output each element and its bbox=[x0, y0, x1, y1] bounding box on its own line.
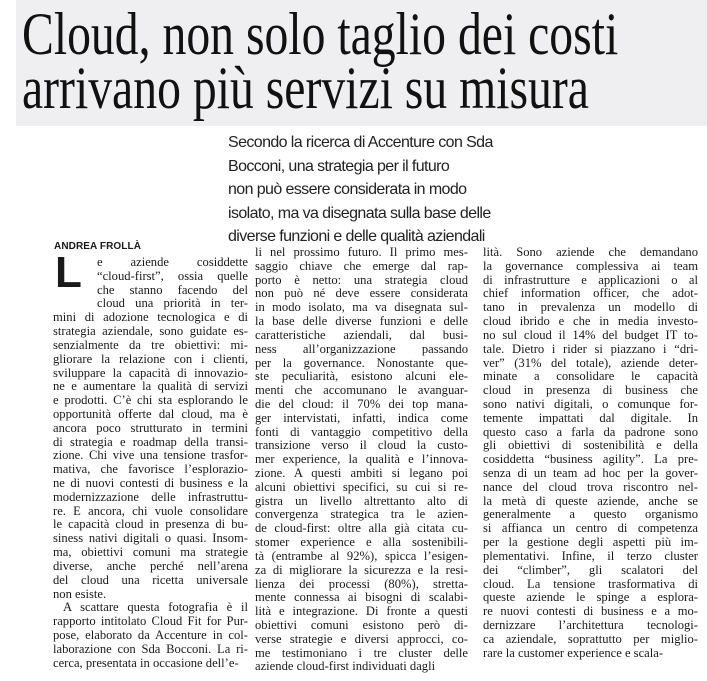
subheading-line: Bocconi, una strategia per il futuro bbox=[228, 157, 450, 175]
article-text-line: porto è netto: una strategia cloud bbox=[255, 272, 468, 287]
article-text-line: li nel prossimo futuro. Il primo mes- bbox=[255, 245, 468, 259]
article-text-line: “cloud-first”, ossia quelle bbox=[97, 268, 248, 283]
article-text-line: sono nativi digitali, o comunque for- bbox=[483, 396, 698, 411]
article-text-line: mente connessa ai bisogni di scalabi- bbox=[255, 590, 468, 605]
article-text-line: de cloud-first: oltre alla già citata cu- bbox=[255, 521, 468, 536]
article-text-line: aziende cloud-first individuati dagli bbox=[255, 659, 436, 674]
article-text-line: di strategia e roadmap della transi- bbox=[53, 434, 248, 449]
article-text-line: cosiddetta “business agility”. La pre- bbox=[483, 452, 698, 467]
drop-cap: L bbox=[55, 248, 82, 297]
article-text-line: fonti di vantaggio competitivo della bbox=[255, 424, 468, 439]
article-text-line: chief information officer, che adot- bbox=[483, 286, 698, 301]
author-byline: ANDREA FROLLÀ bbox=[54, 241, 142, 252]
article-text-line: ste peculiarità, esistono alcuni ele- bbox=[255, 369, 468, 384]
headline-line-1: Cloud, non solo taglio dei costi bbox=[22, 1, 619, 67]
article-text-line: re. E ancora, chi vuole consolidare bbox=[53, 503, 248, 518]
article-text-line: temente impattati dal digitale. In bbox=[483, 410, 698, 425]
article-text-line: e prodotti. C’è chi sta esplorando le bbox=[53, 393, 248, 408]
article-text-line: laborazione con Sda Bocconi. La ri- bbox=[53, 641, 248, 656]
article-text-line: plementativi. Infine, il terzo cluster bbox=[483, 548, 698, 563]
article-text-line: alcuni obiettivi specifici, su cui si re- bbox=[255, 479, 468, 494]
article-text-line: lità e integrazione. Di fronte a questi bbox=[255, 604, 468, 619]
article-column-2 bbox=[255, 246, 468, 674]
headline-line-2: arrivano più servizi su misura bbox=[22, 55, 589, 121]
article-text-line: ma, obiettivi comuni ma strategie bbox=[53, 545, 248, 560]
article-text-line: re nuovi contesti di business e a mo- bbox=[483, 604, 698, 619]
article-text-line: questo caso a farla da padrone sono bbox=[483, 424, 698, 439]
article-text-line: nance del cloud trova riscontro nel- bbox=[483, 479, 698, 494]
article-text-line: non esiste. bbox=[53, 586, 107, 601]
article-text-line: modernizzazione delle infrastruttu- bbox=[53, 489, 248, 504]
article-text-line: rare la customer experience e scala- bbox=[483, 645, 664, 660]
article-text-line: ness all’organizzazione passando bbox=[255, 341, 468, 356]
article-text-line: in modo isolato, ma va disegnata sul- bbox=[255, 300, 468, 315]
article-text-line: per la governance. Nonostante que- bbox=[255, 355, 468, 370]
article-text-line: cloud una priorità in ter- bbox=[97, 296, 248, 311]
article-text-line: lienza dei processi (80%), stretta- bbox=[255, 576, 468, 591]
article-text-line: cloud. La tensione trasformativa di bbox=[483, 576, 698, 591]
article-text-line: verse strategie e diversi approcci, co- bbox=[255, 631, 468, 646]
subheading-line: isolato, ma va disegnata sulla base delle bbox=[228, 204, 491, 222]
article-text-line: cerca, presentata in occasione dell’e- bbox=[53, 655, 239, 670]
article-text-line: e aziende cosiddette bbox=[97, 255, 248, 269]
article-text-line: siness nativi digitali o quasi. Insom- bbox=[53, 531, 248, 546]
article-text-line: mativa, che favorisce l’esplorazio- bbox=[53, 462, 248, 477]
article-text-line: pose, elaborato da Accenture in col- bbox=[53, 627, 248, 642]
article-text-line: tà (entrambe al 92%), spicca l’esigen- bbox=[255, 548, 468, 563]
article-text-line: ca aziendale, soprattutto per miglio- bbox=[483, 631, 698, 646]
article-text-line: caratteristiche aziendali, dal busi- bbox=[255, 327, 468, 342]
article-text-line: cloud ibrido e che in media investo- bbox=[483, 314, 698, 329]
article-text-line: ger intervistati, infatti, indica come bbox=[255, 410, 468, 425]
article-text-line: die del cloud: il 70% dei top mana- bbox=[255, 396, 468, 411]
article-text-line: stomer experience e alla sostenibili- bbox=[255, 535, 468, 550]
article-text-line: ne di nuovi contesti di business e la bbox=[53, 476, 248, 490]
article-text-line: zione. Chi vive una tensione trasfor- bbox=[53, 448, 248, 463]
subheading-line: diverse funzioni e delle qualità aziendali bbox=[228, 228, 485, 246]
article-text-line: generalmente a questo organismo bbox=[483, 507, 698, 522]
article-text-line: strategia aziendale, sono guidate es- bbox=[53, 324, 248, 339]
subheading bbox=[228, 131, 493, 249]
article-text-line: obiettivi comuni esistono però di- bbox=[255, 617, 468, 632]
article-text-line: gli obiettivi di sostenibilità e della bbox=[483, 438, 698, 453]
article-text-line: zione. A questi ambiti si legano poi bbox=[255, 466, 468, 480]
article-text-line: senza di un team ad hoc per la gover- bbox=[483, 466, 698, 480]
article-text-line: transizione verso il cloud la custo- bbox=[255, 438, 468, 453]
article-text-line: convergenza strategica tra le azien- bbox=[255, 507, 468, 522]
article-text-line: me testimoniano i tre cluster delle bbox=[255, 645, 468, 660]
article-text-line: saggio chiave che emerge dal rap- bbox=[255, 258, 468, 273]
article-text-line: menti che accomunano le avanguar- bbox=[255, 383, 468, 398]
article-column-1 bbox=[53, 256, 248, 670]
article-text-line: diverse, anche perché nell’arena bbox=[53, 558, 248, 573]
subheading-line: Secondo la ricerca di Accenture con Sda bbox=[228, 134, 493, 151]
article-text-line: ne e aumentare la qualità di servizi bbox=[53, 379, 248, 394]
article-text-line: tale. Dietro i rider si piazzano i “dri- bbox=[483, 341, 698, 356]
article-text-line: mini di adozione tecnologica e di bbox=[53, 310, 248, 325]
subheading-line: non può essere considerata in modo bbox=[228, 181, 467, 199]
article-text-line: dei “climber”, gli scalatori del bbox=[483, 562, 698, 577]
article-text-line: ver” (31% del totale), aziende deter- bbox=[483, 355, 698, 370]
article-column-3 bbox=[483, 246, 698, 660]
article-text-line: di infrastrutture e applicazioni o al bbox=[483, 272, 698, 287]
article-text-line: del cloud una ricetta universale bbox=[53, 572, 248, 587]
article-text-line: no sul cloud il 14% del budget IT to- bbox=[483, 327, 698, 342]
article-text-line: mer experience, la qualità e l’innova- bbox=[255, 452, 468, 467]
article-text-line: le capacità cloud in presenza di bu- bbox=[53, 517, 248, 532]
article-text-line: sviluppare la capacità di innovazio- bbox=[53, 365, 248, 380]
article-text-line: cloud in presenza di business che bbox=[483, 383, 698, 398]
article-text-line: A scattare questa fotografia è il bbox=[63, 600, 248, 615]
article-text-line: lità. Sono aziende che demandano bbox=[483, 245, 698, 259]
article-text-line: la metà di queste aziende, anche se bbox=[483, 493, 698, 508]
article-text-line: ancora poco strutturato in termini bbox=[53, 420, 248, 435]
article-text-line: la base delle diverse funzioni e delle bbox=[255, 314, 468, 329]
article-text-line: rapporto intitolato Cloud Fit for Pur- bbox=[53, 614, 248, 629]
article-text-line: si affianca un centro di competenza bbox=[483, 521, 698, 536]
article-text-line: gliorare la relazione con i clienti, bbox=[53, 351, 248, 366]
article-text-line: non può né deve essere considerata bbox=[255, 286, 468, 301]
article-text-line: opportunità offerte dal cloud, ma è bbox=[53, 406, 248, 421]
article-text-line: la governance complessiva ai team bbox=[483, 258, 698, 273]
article-text-line: dernizzare l’architettura tecnologi- bbox=[483, 617, 698, 632]
article-text-line: minate a consolidare le capacità bbox=[483, 369, 698, 384]
article-text-line: gistra un livello altrettanto alto di bbox=[255, 493, 468, 508]
article-text-line: che stanno facendo del bbox=[97, 282, 248, 297]
article-text-line: za di migliorare la sicurezza e la resi- bbox=[255, 562, 468, 577]
article-text-line: queste aziende le spinge a esplora- bbox=[483, 590, 698, 605]
article-text-line: per la gestione degli aspetti più im- bbox=[483, 535, 698, 550]
article-text-line: tano in prevalenza un modello di bbox=[483, 300, 698, 315]
article-text-line: senzialmente da tre obiettivi: mi- bbox=[53, 337, 248, 352]
